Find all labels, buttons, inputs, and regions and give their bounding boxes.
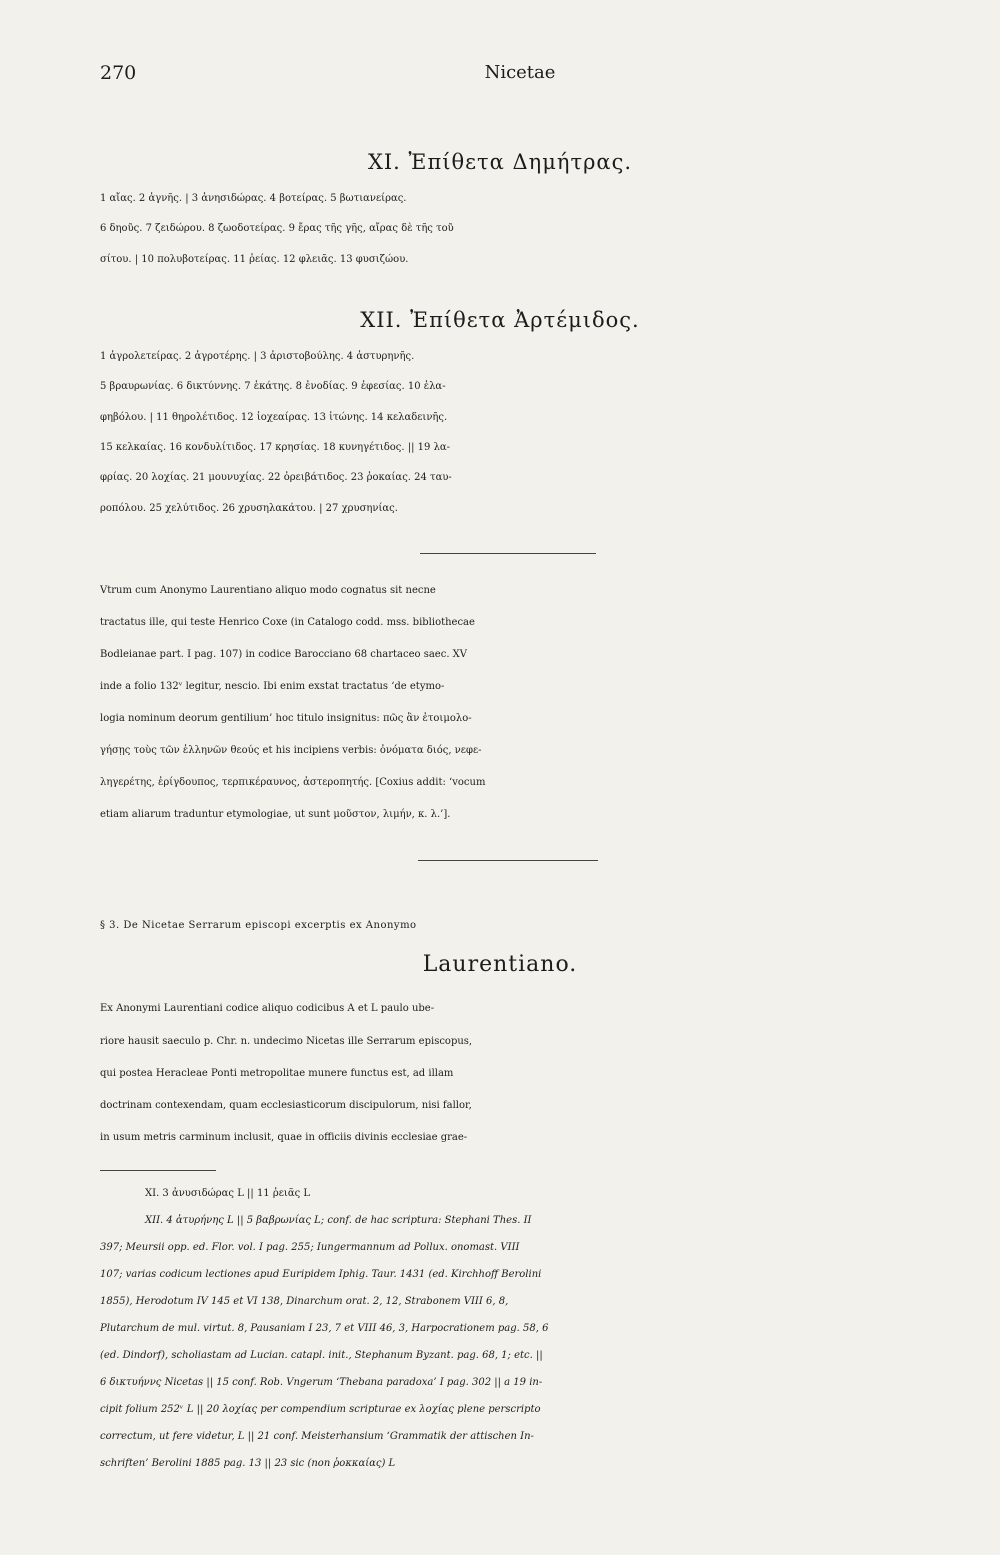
paragraph-line: Ex Anonymi Laurentiani codice aliquo codicibus A et L paulo ube- <box>100 1003 435 1014</box>
section-xi-line: σίτου. | 10 πολυβοτείρας. 11 ῥείας. 12 φλειᾶς. 13 φυσιζώου. <box>100 254 409 265</box>
paragraph-line: Vtrum cum Anonymo Laurentiano aliquo modo cognatus sit necne <box>100 585 436 596</box>
section-3-heading-cont: Laurentiano. <box>422 952 578 977</box>
paragraph-line: etiam aliarum traduntur etymologiae, ut sunt μοῦστον, λιμήν, κ. λ.’]. <box>100 809 451 820</box>
footnote-line: 107; varias codicum lectiones apud Euripidem Iphig. Taur. 1431 (ed. Kirchhoff Berolini <box>100 1269 542 1280</box>
section-xi-heading: XI. Ἐπίθετα Δημήτρας. <box>367 150 633 174</box>
section-xii-line: 1 ἀγρολετείρας. 2 ἀγροτέρης. | 3 ἀριστοβούλης. 4 ἀστυρηνῆς. <box>100 351 415 362</box>
footnote-line: XI. 3 ἀνυσιδώρας L || 11 ῥειᾶς L <box>145 1188 311 1199</box>
footnote-line: 1855), Herodotum IV 145 et VI 138, Dinarchum orat. 2, 12, Strabonem VIII 6, 8, <box>100 1296 509 1307</box>
footnote-line: (ed. Dindorf), scholiastam ad Lucian. catapl. init., Stephanum Byzant. pag. 68, 1; etc. || <box>100 1350 543 1361</box>
section-xii-heading: XII. Ἐπίθετα Ἀρτέμιδος. <box>360 308 640 332</box>
footnote-line: 6 δικτυήννς Nicetas || 15 conf. Rob. Vngerum ‘Thebana paradoxa’ I pag. 302 || a 19 in- <box>100 1377 543 1388</box>
footnote-line: 397; Meursii opp. ed. Flor. vol. I pag. 255; Iungermannum ad Pollux. onomast. VIII <box>100 1242 520 1253</box>
paragraph-line: inde a folio 132ᵛ legitur, nescio. Ibi enim exstat tractatus ‘de etymo- <box>100 681 445 692</box>
running-title: Nicetae <box>484 62 556 83</box>
divider-rule <box>418 860 598 861</box>
page-number: 270 <box>100 62 137 84</box>
paragraph-line: in usum metris carminum inclusit, quae in officiis divinis ecclesiae grae- <box>100 1132 468 1143</box>
paragraph-line: γήσῃς τοὺς τῶν ἑλληνῶν θεούς et his incipiens verbis: ὀνόματα διός, νεφε- <box>100 745 482 756</box>
section-xii-line: 15 κελκαίας. 16 κονδυλίτιδος. 17 κρησίας. 18 κυνηγέτιδος. || 19 λα- <box>100 442 451 453</box>
section-3-heading: § 3. De Nicetae Serrarum episcopi excerptis ex Anonymo <box>100 920 417 931</box>
footnote-line: schriften’ Berolini 1885 pag. 13 || 23 sic (non ῥοκκαίας) L <box>100 1458 396 1469</box>
section-xi-line: 6 δηοῦς. 7 ζειδώρου. 8 ζωοδοτείρας. 9 ἔρας τῆς γῆς, αἴρας δὲ τῆς τοῦ <box>100 223 454 234</box>
paragraph-line: qui postea Heracleae Ponti metropolitae munere functus est, ad illam <box>100 1068 454 1079</box>
footnote-line: XII. 4 ἀτυρήνης L || 5 βαβρωνίας L; conf. de hac scriptura: Stephani Thes. II <box>145 1215 532 1226</box>
paragraph-line: riore hausit saeculo p. Chr. n. undecimo Nicetas ille Serrarum episcopus, <box>100 1036 473 1047</box>
footnote-line: correctum, ut fere videtur, L || 21 conf. Meisterhansium ‘Grammatik der attischen In- <box>100 1431 534 1442</box>
paragraph-line: logia nominum deorum gentilium’ hoc titulo insignitus: πῶς ἂν ἐτοιμολο- <box>100 713 472 724</box>
footnote-line: Plutarchum de mul. virtut. 8, Pausaniam I 23, 7 et VIII 46, 3, Harpocrationem pag. 58, 6 <box>100 1323 549 1334</box>
paragraph-line: tractatus ille, qui teste Henrico Coxe (in Catalogo codd. mss. bibliothecae <box>100 617 475 628</box>
footnote-rule <box>100 1170 216 1171</box>
paragraph-line: doctrinam contexendam, quam ecclesiasticorum discipulorum, nisi fallor, <box>100 1100 472 1111</box>
section-xii-line: φηβόλου. | 11 θηρολέτιδος. 12 ἰοχεαίρας. 13 ἰτώνης. 14 κελαδεινῆς. <box>100 412 448 423</box>
section-xii-line: ροπόλου. 25 χελύτιδος. 26 χρυσηλακάτου. | 27 χρυσηνίας. <box>100 503 398 514</box>
paragraph-line: ληγερέτης, ἐρίγδουπος, τερπικέραυνος, ἀστεροπητής. [Coxius addit: ‘vocum <box>100 777 486 788</box>
paragraph-line: Bodleianae part. I pag. 107) in codice Barocciano 68 chartaceo saec. XV <box>100 649 468 660</box>
footnote-line: cipit folium 252ᵛ L || 20 λοχίας per compendium scripturae ex λοχίας plene perscripto <box>100 1404 541 1415</box>
section-xi-line: 1 αἴας. 2 ἁγνῆς. | 3 ἀνησιδώρας. 4 βοτείρας. 5 βωτιανείρας. <box>100 193 407 204</box>
divider-rule <box>420 553 596 554</box>
section-xii-line: 5 βραυρωνίας. 6 δικτύννης. 7 ἑκάτης. 8 ἐνοδίας. 9 ἐφεσίας. 10 ἐλα- <box>100 381 446 392</box>
section-xii-line: φρίας. 20 λοχίας. 21 μουνυχίας. 22 ὀρειβάτιδος. 23 ῥοκαίας. 24 ταυ- <box>100 472 452 483</box>
